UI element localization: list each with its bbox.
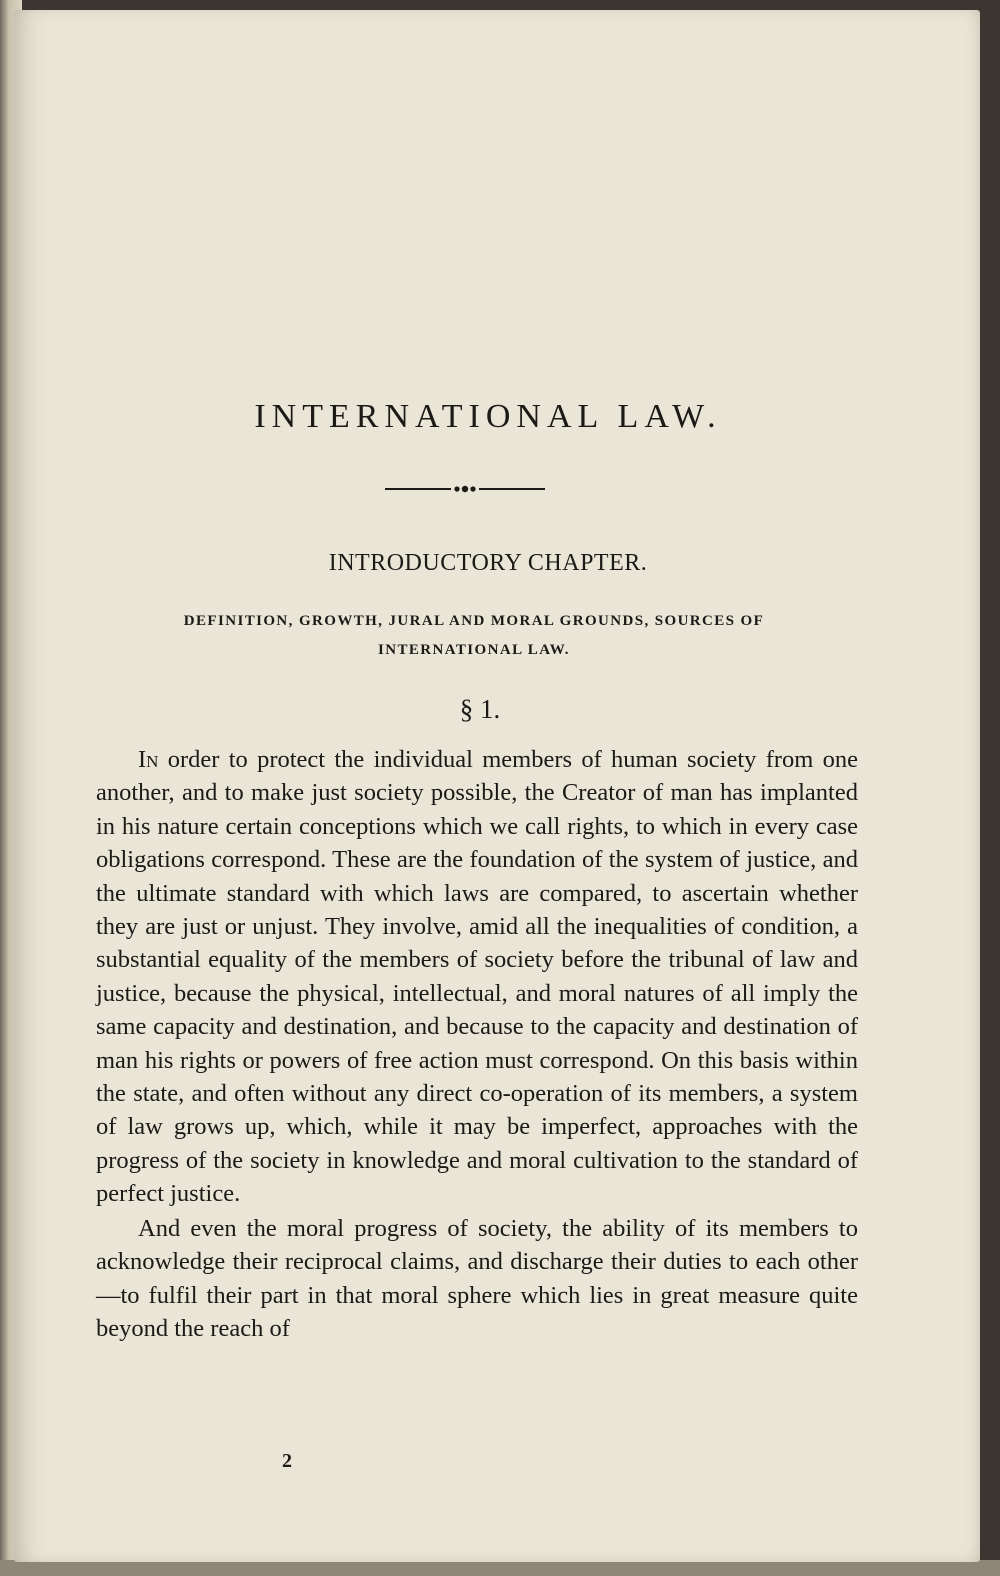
chapter-subtitle: DEFINITION, GROWTH, JURAL AND MORAL GROUNDS, SOURCES OF INTERNATIONAL LAW.	[183, 613, 765, 658]
book-page	[14, 10, 980, 1562]
section-mark: § 1.	[459, 694, 501, 724]
book-title: INTERNATIONAL LAW.	[254, 398, 722, 435]
paragraph	[96, 743, 858, 1211]
book-bottom-edge	[0, 1560, 1000, 1576]
paragraph-text: order to protect the individual members of human society from one another, and to make just society possible, the Creator of man has implanted in his nature certain conceptions which we call rights, to which in every case obligations correspond. These are the foundation of the system of justice, and the ultimate standard with which laws are compared, to ascertain whether they are just or unjust. They involve, amid all the inequalities of condition, a substantial equality of the members of society before the tribunal of law and justice, because the physical, intellectual, and moral natures of all imply the same capacity and destination, and because to the capacity and destination of man his rights or powers of free action must correspond. On this basis within the state, and often without any direct co-operation of its members, a system of law grows up, which, while it may be imperfect, approaches with the progress of the society in knowledge and moral cultivation to the standard of perfect justice.	[96, 746, 858, 1208]
paragraph-text: And even the moral progress of society, the ability of its members to acknowledge their reciprocal claims, and discharge their duties to each other—to fulfil their part in that moral sphere which lies in great measure quite beyond the reach of	[96, 1214, 858, 1342]
ornament-rule-icon	[385, 481, 545, 497]
paragraph	[96, 1212, 858, 1346]
body-text	[96, 743, 858, 1345]
page-number: 2	[282, 1450, 292, 1472]
chapter-heading: INTRODUCTORY CHAPTER.	[328, 550, 648, 576]
paragraph-lead: In	[138, 746, 159, 773]
